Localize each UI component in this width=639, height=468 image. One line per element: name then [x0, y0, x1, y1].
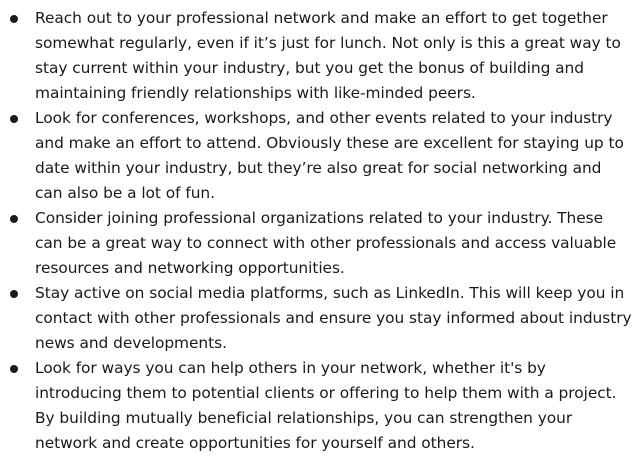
list-item — [0, 206, 639, 281]
bullet-icon — [10, 290, 18, 298]
bullet-icon — [10, 115, 18, 123]
list-item-text: Consider joining professional organizations related to your industry. These can be a great way to connect with other professionals and access valuable resources and networking opportunities. — [35, 209, 617, 277]
list-item — [0, 106, 639, 206]
bullet-icon — [10, 15, 18, 23]
list-item — [0, 281, 639, 356]
list-item-text: Look for conferences, workshops, and other events related to your industry and make an effort to attend. Obviously these are excellent for staying up to date within your industry, but they’re also great for social networking and can also be a lot of fun. — [35, 109, 624, 202]
list-item-text: Stay active on social media platforms, such as LinkedIn. This will keep you in contact with other professionals and ensure you stay informed about industry news and developments. — [35, 284, 632, 352]
bullet-icon — [10, 365, 18, 373]
networking-tips-list — [0, 6, 639, 456]
list-item — [0, 6, 639, 106]
list-item-text: Reach out to your professional network and make an effort to get together somewhat regularly, even if it’s just for lunch. Not only is this a great way to stay current within your industry, but you get the bonus of building and maintaining friendly relationships with like-minded peers. — [35, 9, 621, 102]
list-item-text: Look for ways you can help others in your network, whether it's by introducing them to potential clients or offering to help them with a project. By building mutually beneficial relationships, you can strengthen your network and create opportunities for yourself and others. — [35, 359, 617, 452]
bullet-icon — [10, 215, 18, 223]
list-item — [0, 356, 639, 456]
